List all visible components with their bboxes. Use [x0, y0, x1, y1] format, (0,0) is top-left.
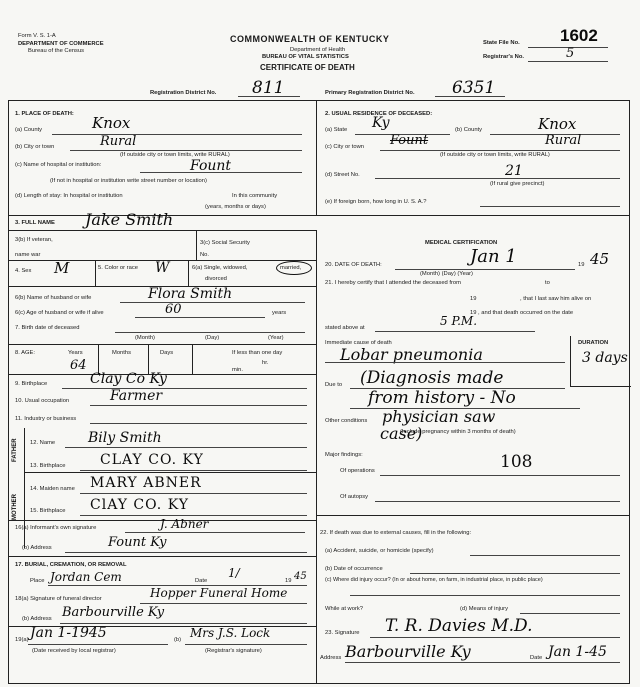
- bureau-census: Bureau of the Census: [28, 48, 85, 54]
- other-conditions-label: Other conditions: [325, 418, 368, 424]
- death-time: 5 P.M.: [440, 314, 478, 328]
- primary-reg-number: 6351: [452, 78, 496, 98]
- veteran-label: 3(b) If veteran,: [15, 237, 53, 243]
- spouse-age-line: [135, 317, 265, 318]
- pod-city-note: (If outside city or town limits, write RURAL): [120, 152, 230, 158]
- color-divider: [188, 260, 189, 286]
- pod-county-line: [52, 134, 302, 135]
- pod-county-label: (a) County: [15, 127, 43, 133]
- res-state-label: (a) State: [325, 127, 348, 133]
- mother-name-line: [80, 493, 307, 494]
- operations-label: Of operations: [340, 468, 375, 474]
- marital-divorced: divorced: [205, 276, 227, 282]
- spouse-age-label: 6(c) Age of husband or wife if alive: [15, 310, 104, 316]
- father-label: FATHER: [12, 438, 18, 462]
- pod-length-units: (years, months or days): [205, 204, 266, 210]
- burial-place: Jordan Cem: [50, 570, 122, 584]
- occupation: Farmer: [110, 388, 163, 404]
- birth-day: (Day): [205, 335, 220, 341]
- age-years: 64: [70, 358, 87, 373]
- top-divider: [316, 100, 317, 215]
- age-months-label: Months: [112, 350, 132, 356]
- center-divider: [316, 230, 317, 684]
- spouse-age: 60: [165, 302, 182, 317]
- pod-city-label: (b) City or town: [15, 144, 55, 150]
- filed-line: [28, 644, 168, 645]
- physician-address-line: [345, 662, 620, 663]
- date-death-year-prefix: 19: [578, 262, 585, 268]
- pod-hospital-label: (c) Name of hospital or institution:: [15, 162, 102, 168]
- industry-label: 11. Industry or business: [15, 416, 77, 422]
- name-row-bottom: [8, 230, 316, 231]
- filed-date: Jan 1-1945: [30, 625, 107, 641]
- pod-community-label: In this community: [232, 193, 278, 199]
- age-min: min.: [232, 367, 243, 373]
- birth-date-line: [115, 332, 305, 333]
- mother-label: MOTHER: [12, 494, 18, 520]
- director-label: 18(a) Signature of funeral director: [15, 596, 102, 602]
- row-birth-bottom: [8, 344, 316, 345]
- dept-health: Department of Health: [290, 47, 346, 53]
- primary-reg-label: Primary Registration District No.: [325, 90, 415, 96]
- registrar-signature: Mrs J.S. Lock: [190, 626, 271, 640]
- attended-to: to: [545, 280, 550, 286]
- age-div-3: [192, 344, 193, 374]
- immediate-label: Immediate cause of death: [325, 340, 392, 346]
- physician-address: Barbourville Ky: [345, 642, 471, 661]
- res-city-struck: Fount: [390, 133, 429, 148]
- pod-county: Knox: [92, 114, 131, 132]
- physician-signature: T. R. Davies M.D.: [385, 616, 533, 636]
- means-line: [520, 613, 620, 614]
- informant-bottom: [8, 556, 316, 557]
- autopsy-line: [375, 501, 620, 502]
- state-file-number: 1602: [560, 26, 598, 45]
- age-div-1: [98, 344, 99, 374]
- date-death-line: [395, 269, 575, 270]
- operations-value: 108: [500, 452, 533, 472]
- attended-19: 19: [470, 296, 477, 302]
- res-street-label: (d) Street No.: [325, 172, 360, 178]
- spouse-line: [120, 302, 305, 303]
- age-under-day: If less than one day: [232, 350, 283, 356]
- autopsy-label: Of autopsy: [340, 494, 369, 500]
- while-at-work-label: While at work?: [325, 606, 364, 612]
- director-address-line: [60, 623, 307, 624]
- birthplace: Clay Co Ky: [90, 371, 167, 387]
- marital-married: married,: [280, 265, 302, 271]
- burial-date-label: Date: [195, 578, 208, 584]
- date-death-units: (Month) (Day) (Year): [420, 271, 473, 277]
- filed-note: (Date received by local registrar): [32, 648, 116, 654]
- immediate-line: [325, 362, 565, 363]
- full-name: Jake Smith: [85, 210, 174, 229]
- where-line: [350, 595, 620, 596]
- father-birthplace-line: [80, 470, 307, 471]
- registrar-no-line: [528, 61, 608, 62]
- res-county: Knox: [538, 115, 577, 133]
- pod-hospital-note: (If not in hospital or institution write street number or location): [50, 178, 207, 184]
- res-city-note: (If outside city or town limits, write RURAL): [440, 152, 550, 158]
- birthplace-label: 9. Birthplace: [15, 381, 48, 387]
- sex-label: 4. Sex: [15, 268, 32, 274]
- filed-label: 19(a): [15, 637, 29, 643]
- informant-address-line: [65, 552, 307, 553]
- age-hr: hr.: [262, 360, 269, 366]
- due-to-4: case): [380, 424, 423, 443]
- birth-year: (Year): [268, 335, 284, 341]
- mother-name: MARY ABNER: [90, 475, 202, 491]
- ssn-no: No.: [200, 252, 210, 258]
- primary-reg-line: [435, 96, 505, 97]
- industry-line: [90, 423, 307, 424]
- medical-findings-bottom: [316, 515, 630, 516]
- registrar-note: (Registrar's signature): [205, 648, 262, 654]
- major-findings-label: Major findings:: [325, 452, 363, 458]
- mother-birthplace-label: 15. Birthplace: [30, 508, 66, 514]
- res-foreign-line: [480, 206, 620, 207]
- due-to-label: Due to: [325, 382, 343, 388]
- signature-line: [370, 637, 620, 638]
- commonwealth-title: COMMONWEALTH OF KENTUCKY: [230, 34, 390, 44]
- signature-label: 23. Signature: [325, 630, 360, 636]
- due-to-2: from history - No: [368, 388, 516, 408]
- res-foreign-label: (e) If foreign born, how long in U. S. A.?: [325, 199, 427, 205]
- burial-year-prefix: 19: [285, 578, 292, 584]
- age-years-label: Years: [68, 350, 83, 356]
- marital-label: 6(a) Single, widowed,: [192, 265, 248, 271]
- state-file-label: State File No.: [483, 40, 520, 46]
- accident-line: [470, 555, 620, 556]
- duration-label: DURATION: [578, 340, 609, 346]
- age-div-2: [148, 344, 149, 374]
- birth-date-label: 7. Birth date of deceased: [15, 325, 80, 331]
- certificate-title: CERTIFICATE OF DEATH: [260, 63, 355, 72]
- res-city-label: (c) City or town: [325, 144, 364, 150]
- sig-date-label: Date: [530, 655, 543, 661]
- attended-text: 21. I hereby certify that I attended the deceased from: [325, 280, 461, 286]
- ssn-divider: [196, 230, 197, 260]
- place-of-death-label: 1. PLACE OF DEATH:: [15, 111, 74, 117]
- ssn-label: 3(c) Social Security: [200, 240, 250, 246]
- veteran-war: name war: [15, 252, 41, 258]
- full-name-label: 3. FULL NAME: [15, 220, 55, 226]
- date-occurrence-label: (b) Date of occurrence: [325, 566, 383, 572]
- res-street: 21: [505, 163, 523, 179]
- father-name-label: 12. Name: [30, 440, 56, 446]
- mother-birthplace: ClAY CO. KY: [90, 497, 190, 513]
- director-address-label: (b) Address: [22, 616, 52, 622]
- registrar-no-label: Registrar's No.: [483, 54, 525, 60]
- pod-city-line: [70, 150, 302, 151]
- last-saw: , that I last saw him alive on: [520, 296, 592, 302]
- reg-district-label: Registration District No.: [150, 90, 217, 96]
- burial-date: 1/: [228, 566, 240, 580]
- res-street-line: [375, 178, 620, 179]
- spouse-age-unit: years: [272, 310, 287, 316]
- res-state: Ky: [372, 115, 390, 131]
- where-label: (c) Where did injury occur? (In or about home, on farm, in industrial place, in public place): [325, 577, 543, 583]
- director-address: Barbourville Ky: [62, 605, 165, 620]
- informant: J. Abner: [160, 517, 209, 531]
- external-label: 22. If death was due to external causes, fill in the following:: [320, 530, 472, 536]
- sex-value: M: [54, 259, 70, 277]
- sig-date: Jan 1-45: [548, 644, 607, 660]
- due-to-1: (Diagnosis made: [360, 368, 504, 388]
- res-street-note: (If rural give precinct): [490, 181, 545, 187]
- operations-line: [380, 475, 620, 476]
- burial-label: 17. BURIAL, CREMATION, OR REMOVAL: [15, 562, 127, 568]
- informant-line: [125, 532, 305, 533]
- bureau-vital: BUREAU OF VITAL STATISTICS: [262, 54, 349, 60]
- medical-title: MEDICAL CERTIFICATION: [425, 240, 498, 246]
- date-death-label: 20. DATE OF DEATH:: [325, 262, 382, 268]
- date-death: Jan 1: [470, 246, 517, 267]
- registrar-label: (b): [174, 637, 182, 643]
- color-value: W: [155, 260, 170, 276]
- form-number: Form V. S. 1-A: [18, 33, 56, 39]
- informant-address-label: (b) Address: [22, 545, 52, 551]
- stated-above: stated above at: [325, 325, 365, 331]
- age-days-label: Days: [160, 350, 174, 356]
- informant-label: 16(a) Informant's own signature: [15, 525, 97, 531]
- res-city: Rural: [545, 133, 582, 148]
- occupation-label: 10. Usual occupation: [15, 398, 70, 404]
- death-occurred: 19 , and that death occurred on the date: [470, 310, 574, 316]
- registrar-line: [185, 644, 307, 645]
- pod-length-label: (d) Length of stay: In hospital or institution: [15, 193, 123, 199]
- sex-divider: [95, 260, 96, 286]
- res-city-line: [380, 150, 620, 151]
- pod-hospital: Fount: [190, 158, 232, 174]
- director-line: [140, 603, 307, 604]
- pod-hospital-line: [140, 172, 302, 173]
- burial-place-label: Place: [30, 578, 45, 584]
- married-circle: [276, 261, 312, 275]
- informant-address: Fount Ky: [108, 535, 167, 550]
- color-label: 5. Color or race: [98, 265, 138, 271]
- father-birthplace: CLAY CO. KY: [100, 452, 204, 468]
- physician-address-label: Address: [320, 655, 342, 661]
- spouse-label: 6(b) Name of husband or wife: [15, 295, 92, 301]
- duration: 3 days: [582, 350, 628, 366]
- res-county-label: (b) County: [455, 127, 483, 133]
- parents-divider: [24, 472, 316, 473]
- dept-commerce: DEPARTMENT OF COMMERCE: [18, 41, 104, 47]
- accident-label: (a) Accident, suicide, or homicide (specify): [325, 548, 434, 554]
- birth-month: (Month): [135, 335, 155, 341]
- father-name: Bily Smith: [88, 430, 162, 446]
- mother-birthplace-line: [80, 515, 307, 516]
- date-occurrence-line: [410, 573, 620, 574]
- burial-year: 45: [294, 571, 307, 582]
- reg-district-number: 811: [252, 78, 285, 98]
- usual-residence-label: 2. USUAL RESIDENCE OF DECEASED:: [325, 111, 433, 117]
- stated-above-line: [375, 331, 535, 332]
- registrar-number: 5: [566, 46, 575, 61]
- immediate-cause: Lobar pneumonia: [340, 345, 483, 364]
- director: Hopper Funeral Home: [150, 586, 288, 600]
- birthplace-line: [62, 388, 307, 389]
- means-label: (d) Means of injury: [460, 606, 509, 612]
- father-birthplace-label: 13. Birthplace: [30, 463, 66, 469]
- spouse-name: Flora Smith: [148, 286, 233, 302]
- mother-name-label: 14. Maiden name: [30, 486, 75, 492]
- age-label: 8. AGE:: [15, 350, 35, 356]
- pod-city: Rural: [100, 134, 137, 149]
- due-to-3: physician saw: [382, 407, 496, 426]
- father-name-line: [65, 447, 307, 448]
- pregnancy-note: (Include pregnancy within 3 months of death): [400, 429, 516, 435]
- occupation-line: [90, 405, 307, 406]
- date-death-year: 45: [590, 250, 610, 268]
- reg-district-line: [238, 96, 300, 97]
